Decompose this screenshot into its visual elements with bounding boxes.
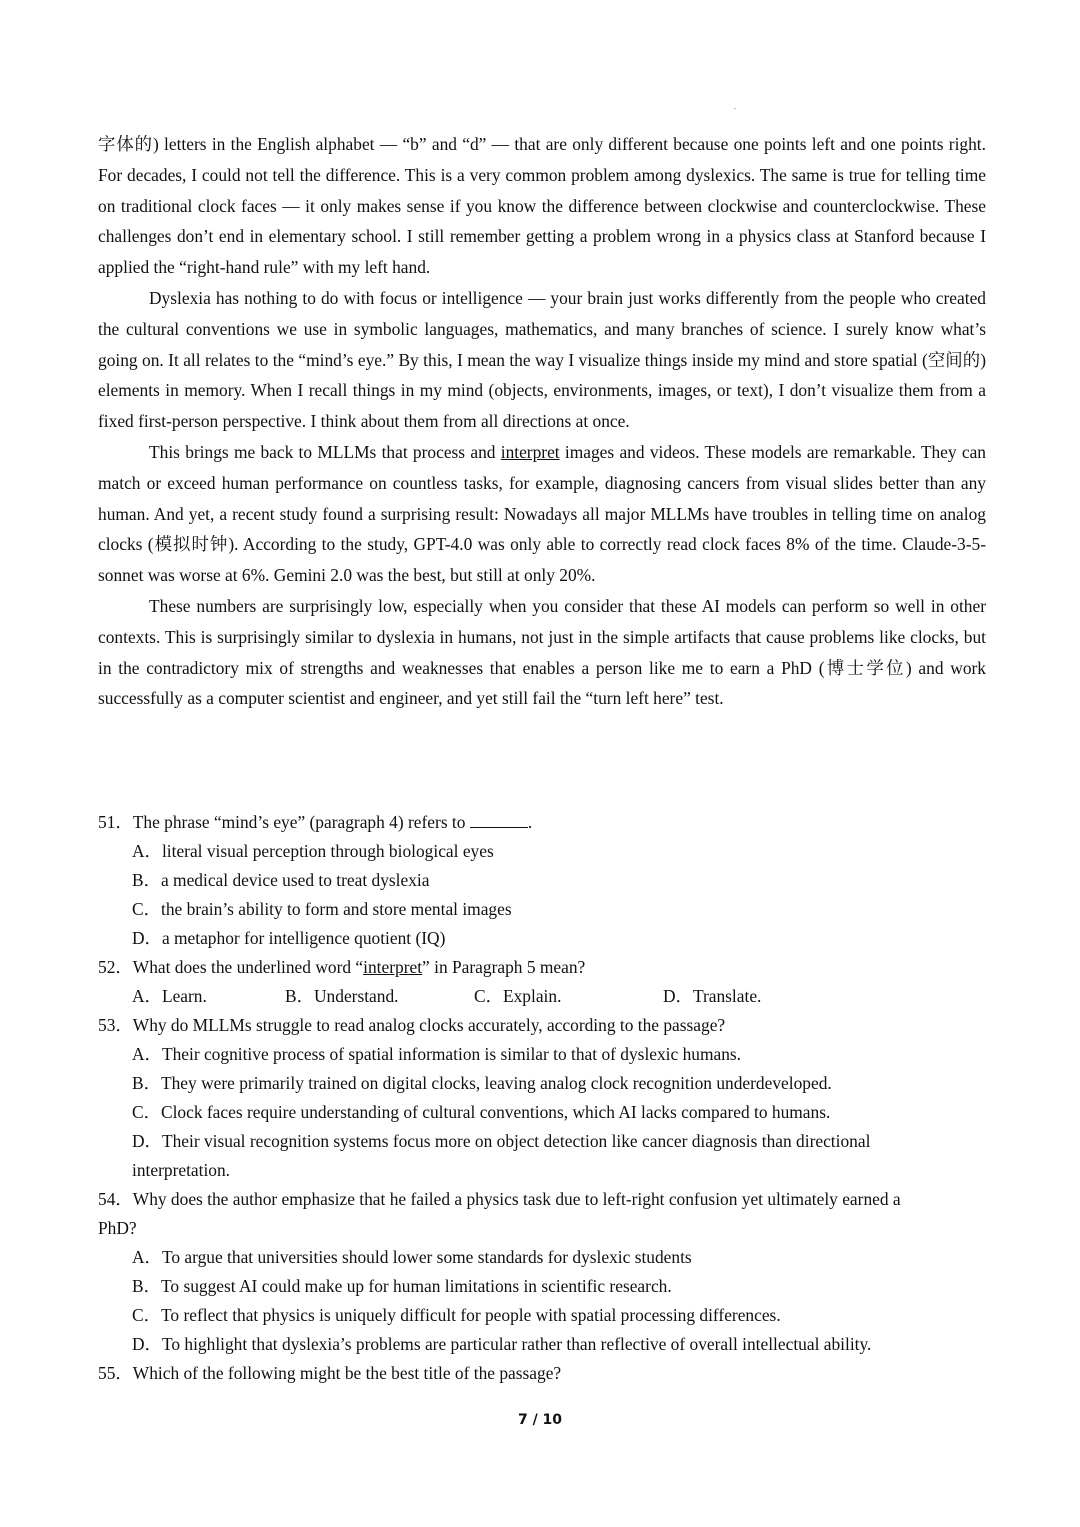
- option-d: D．a metaphor for intelligence quotient (IQ): [132, 928, 446, 948]
- question-51: [98, 808, 986, 953]
- option-d: D．Translate.: [663, 986, 762, 1006]
- question-stem-continued: PhD?: [98, 1218, 137, 1238]
- option-b: B．They were primarily trained on digital clocks, leaving analog clock recognition underdeveloped.: [132, 1073, 832, 1093]
- stem-text: 51．The phrase “mind’s eye” (paragraph 4) refers to: [98, 812, 470, 832]
- question-stem: [98, 808, 986, 837]
- option-b: B．To suggest AI could make up for human limitations in scientific research.: [132, 1276, 672, 1296]
- option-a: A．literal visual perception through biological eyes: [132, 841, 494, 861]
- question-stem: 54．Why does the author emphasize that he failed a physics task due to left-right confusion yet ultimately earned a: [98, 1189, 901, 1209]
- page-number: 7 / 10: [517, 1412, 563, 1428]
- underlined-word: interpret: [500, 441, 560, 462]
- question-stem: 53．Why do MLLMs struggle to read analog clocks accurately, according to the passage?: [98, 1015, 726, 1035]
- option-c: C．Explain.: [474, 986, 562, 1006]
- paragraph-mllms: [98, 437, 986, 591]
- stem-text: 52．What does the underlined word “: [98, 957, 364, 977]
- option-a: A．To argue that universities should lower some standards for dyslexic students: [132, 1247, 692, 1267]
- option-row: [98, 982, 986, 1011]
- option-a: A．Learn.: [132, 986, 207, 1006]
- question-stem: 55．Which of the following might be the best title of the passage?: [98, 1363, 562, 1383]
- option-a: A．Their cognitive process of spatial information is similar to that of dyslexic humans.: [132, 1044, 742, 1064]
- question-stem: [98, 953, 986, 982]
- option-d-continued: interpretation.: [132, 1160, 231, 1180]
- answer-blank: [470, 811, 528, 828]
- question-55: [98, 1359, 986, 1388]
- option-c: C．the brain’s ability to form and store mental images: [132, 899, 512, 919]
- question-52: [98, 953, 986, 1011]
- paragraph-text: This brings me back to MLLMs that process and: [149, 441, 501, 462]
- option-d: D．To highlight that dyslexia’s problems are particular rather than reflective of overall intellectual ability.: [132, 1334, 872, 1354]
- question-54: [98, 1185, 986, 1359]
- paragraph-numbers: These numbers are surprisingly low, especially when you consider that these AI models can perform so well in other contexts. This is surprisingly similar to dyslexia in humans, not just in the simple artifacts that cause problems like clocks, but in the contradictory mix of strengths and weaknesses that enables a person like me to earn a PhD (博士学位) and work successfully as a computer scientist and engineer, and yet still fail the “turn left here” test.: [98, 595, 986, 709]
- underlined-word: interpret: [363, 957, 423, 977]
- option-c: C．To reflect that physics is uniquely difficult for people with spatial processing differences.: [132, 1305, 781, 1325]
- scan-speck: [734, 108, 736, 109]
- option-d: D．Their visual recognition systems focus more on object detection like cancer diagnosis than directional: [132, 1131, 871, 1151]
- option-b: B．Understand.: [285, 986, 399, 1006]
- option-b: B．a medical device used to treat dyslexia: [132, 870, 430, 890]
- paragraph-text: images and videos. These models are remarkable. They can match or exceed human performance on countless tasks, for example, diagnosing cancers from visual slides better than any human. And yet, a recent study found a surprising result: Nowadays all major MLLMs have troubles in telling time on analog clocks (模拟时钟). According to the study, GPT-4.0 was only able to correctly read clock faces 8% of the time. Claude-3-5-sonnet was worse at 6%. Gemini 2.0 was the best, but still at only 20%.: [98, 441, 986, 586]
- option-c: C．Clock faces require understanding of cultural conventions, which AI lacks compared to humans.: [132, 1102, 831, 1122]
- stem-text: ” in Paragraph 5 mean?: [422, 957, 586, 977]
- paragraph-dyslexia: Dyslexia has nothing to do with focus or intelligence — your brain just works differently from the people who created the cultural conventions we use in symbolic languages, mathematics, and many branches of science. I surely know what’s going on. It all relates to the “mind’s eye.” By this, I mean the way I visualize things inside my mind and store spatial (空间的) elements in memory. When I recall things in my mind (objects, environments, images, or text), I don’t visualize them from a fixed first-person perspective. I think about them from all directions at once.: [98, 287, 986, 432]
- reading-passage: [98, 129, 986, 714]
- question-53: [98, 1011, 986, 1185]
- question-list: [98, 808, 986, 1388]
- stem-text: .: [527, 812, 533, 832]
- paragraph-continued: 字体的) letters in the English alphabet — “b” and “d” — that are only different because one points left and one points right. For decades, I could not tell the difference. This is a very common problem among dyslexics. The same is true for telling time on traditional clock faces — it only makes sense if you know the difference between clockwise and counterclockwise. These challenges don’t end in elementary school. I still remember getting a problem wrong in a physics class at Stanford because I applied the “right-hand rule” with my left hand.: [98, 134, 986, 278]
